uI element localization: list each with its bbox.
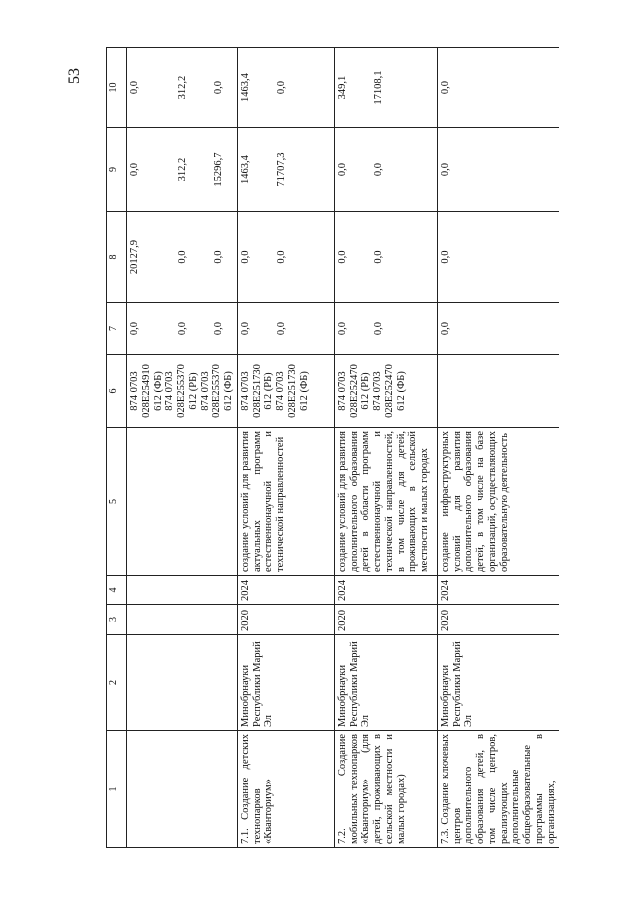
col10-cell — [237, 48, 334, 128]
col8-cell — [437, 212, 559, 303]
col10-cell — [127, 48, 238, 128]
start-year-cell: 2020 — [334, 605, 437, 635]
col-header-5: 5 — [107, 428, 127, 576]
value: 0,0 — [372, 321, 384, 336]
value: 0,0 — [213, 321, 224, 336]
value: 0,0 — [239, 321, 251, 336]
table-row — [437, 48, 559, 848]
value: 1463,4 — [239, 155, 251, 184]
end-year-cell: 2024 — [237, 576, 334, 605]
code-line: 612 (РБ) — [187, 372, 199, 410]
code-line: 874 0703 — [336, 371, 348, 411]
value: 0,0 — [439, 162, 451, 177]
col7-cell — [437, 303, 559, 355]
budget-code-cell — [127, 355, 238, 428]
value: 0,0 — [239, 250, 251, 264]
code-line: 028E251730 — [286, 364, 298, 418]
col9-cell — [127, 128, 238, 212]
cell — [127, 731, 238, 848]
budget-code-cell — [334, 355, 437, 428]
rotated-table-container — [106, 48, 557, 848]
value: 0,0 — [129, 162, 140, 177]
value: 0,0 — [129, 321, 140, 336]
col10-cell — [334, 48, 437, 128]
description-cell: создание условий для развития актуальных программ естественнонаучной и технической направленностей — [237, 428, 334, 576]
code-line: 028E254910 — [140, 364, 152, 418]
budget-code-cell — [237, 355, 334, 428]
end-year-cell: 2024 — [437, 576, 559, 605]
value: 0,0 — [177, 321, 188, 336]
value: 0,0 — [129, 80, 140, 95]
description-cell: создание инфраструктурных условий для развития дополнительного образования детей, в том числе на базе организаций, осуществляющих образовательную деятельность — [437, 428, 559, 576]
code-line: 612 (ФБ) — [223, 371, 234, 411]
col-header-10: 10 — [107, 48, 127, 128]
code-line: 874 0703 — [164, 371, 176, 411]
code-line: 028E255370 — [176, 364, 187, 418]
code-line: 874 0703 — [372, 371, 383, 411]
col7-cell — [127, 303, 238, 355]
cell — [127, 576, 238, 605]
value: 0,0 — [213, 250, 224, 264]
value: 0,0 — [177, 250, 188, 264]
col10-cell — [437, 48, 559, 128]
value: 312,2 — [177, 75, 188, 100]
code-line: 874 0703 — [275, 371, 286, 411]
code-line: 028E251730 — [251, 364, 263, 418]
value: 0,0 — [336, 250, 348, 264]
col-header-4: 4 — [107, 576, 127, 605]
executor-cell: Минобрнауки Республики Марий Эл — [437, 635, 559, 731]
cell — [127, 428, 238, 576]
header-row — [107, 48, 127, 848]
measure-cell: 7.2. Создание мобильных технопарков «Кванториум» (для детей, проживающих в сельской местности и малых городах) — [334, 731, 437, 848]
table-row — [334, 48, 437, 848]
value: 0,0 — [372, 162, 384, 177]
value: 0,0 — [275, 80, 287, 95]
value: 0,0 — [439, 250, 451, 264]
executor-cell: Минобрнауки Республики Марий Эл — [237, 635, 334, 731]
col-header-7: 7 — [107, 303, 127, 355]
code-line: 028E255370 — [211, 364, 223, 418]
value: 0,0 — [439, 321, 451, 336]
code-line: 612 (РБ) — [263, 372, 275, 410]
col-header-1: 1 — [107, 731, 127, 848]
col-header-3: 3 — [107, 605, 127, 635]
code-line: 874 0703 — [199, 371, 211, 411]
continuation-row — [127, 48, 238, 848]
value: 349,1 — [336, 75, 348, 100]
value: 0,0 — [275, 250, 287, 264]
value: 17108,1 — [372, 70, 384, 105]
cell — [127, 605, 238, 635]
value: 20127,9 — [129, 239, 140, 275]
col9-cell — [334, 128, 437, 212]
col7-cell — [237, 303, 334, 355]
value: 0,0 — [372, 250, 384, 264]
start-year-cell: 2020 — [437, 605, 559, 635]
measure-cell: 7.1. Создание детских технопарков «Кванториум» — [237, 731, 334, 848]
value: 0,0 — [336, 162, 348, 177]
col-header-8: 8 — [107, 212, 127, 303]
col8-cell — [237, 212, 334, 303]
col7-cell — [334, 303, 437, 355]
value: 312,2 — [177, 157, 188, 182]
code-line: 612 (ФБ) — [395, 371, 407, 411]
col-header-9: 9 — [107, 128, 127, 212]
value: 0,0 — [213, 80, 224, 95]
col-header-2: 2 — [107, 635, 127, 731]
code-line: 612 (ФБ) — [298, 371, 310, 411]
start-year-cell: 2020 — [237, 605, 334, 635]
budget-table — [106, 47, 559, 848]
col8-cell — [127, 212, 238, 303]
code-line: 612 (ФБ) — [152, 371, 164, 411]
measure-cell: 7.3. Создание ключевых центров дополнительного образования детей, в том числе центров, реализующих дополнительные общеобразовательные программы в организациях, — [437, 731, 559, 848]
code-line: 874 0703 — [239, 371, 251, 411]
cell — [127, 635, 238, 731]
code-line: 028E252470 — [348, 364, 360, 418]
value: 0,0 — [336, 321, 348, 336]
col9-cell — [237, 128, 334, 212]
end-year-cell: 2024 — [334, 576, 437, 605]
page-number: 53 — [66, 68, 83, 84]
value: 0,0 — [275, 321, 287, 336]
description-cell: создание условий для развития дополнительного образования детей в области программ естественнонаучной и технической направленностей, в том числе для детей, проживающих в сельской местности и малых городах — [334, 428, 437, 576]
value: 71707,3 — [275, 152, 287, 187]
col9-cell — [437, 128, 559, 212]
col8-cell — [334, 212, 437, 303]
budget-code-cell — [437, 355, 559, 428]
executor-cell: Минобрнауки Республики Марий Эл — [334, 635, 437, 731]
code-line: 028E252470 — [383, 364, 395, 418]
table-row — [237, 48, 334, 848]
value: 1463,4 — [239, 73, 251, 102]
code-line: 612 (РБ) — [360, 372, 372, 410]
col-header-6: 6 — [107, 355, 127, 428]
value: 0,0 — [439, 80, 451, 95]
value: 15296,7 — [213, 152, 224, 187]
code-line: 874 0703 — [129, 371, 140, 411]
